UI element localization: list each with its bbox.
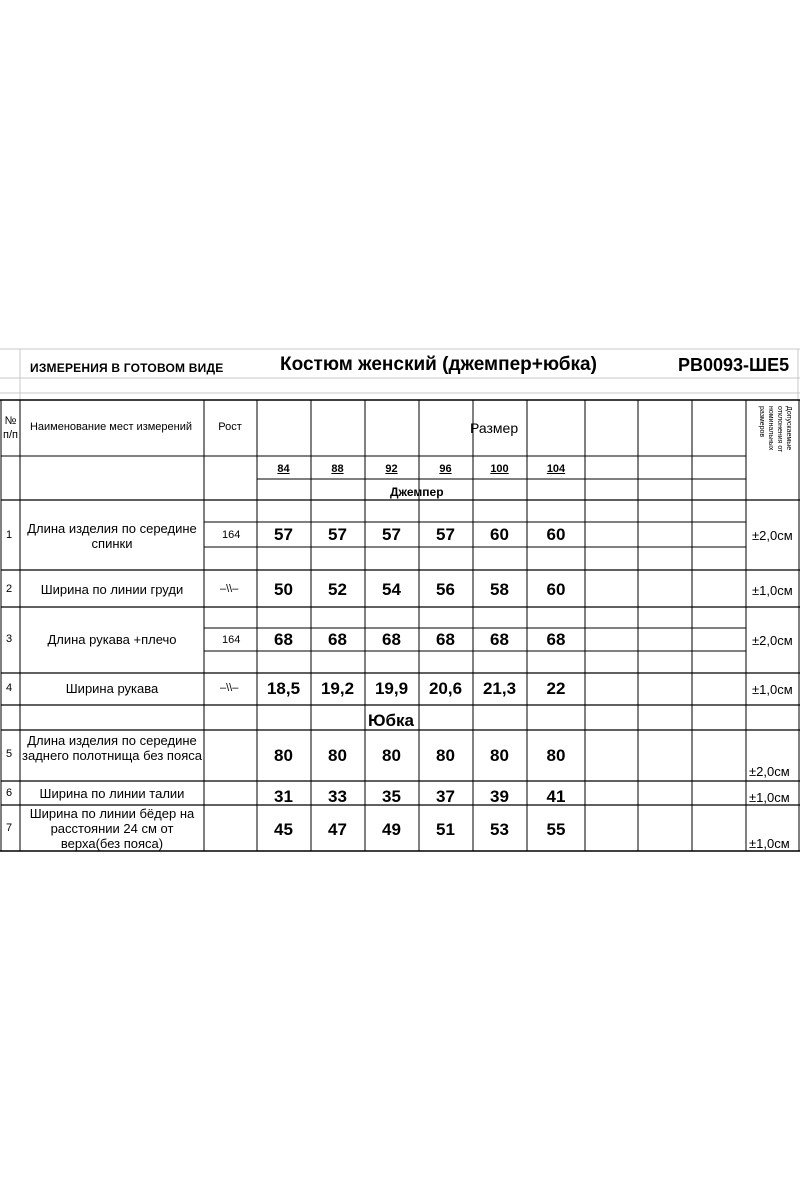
value-cell: 80 — [546, 746, 566, 765]
value-cell: 68 — [490, 630, 509, 649]
value-cell: 39 — [490, 787, 509, 806]
row-name: Длина изделия по середине заднего полотнища без пояса — [22, 733, 202, 763]
value-cell: 21,3 — [482, 679, 517, 698]
row-number: 4 — [6, 682, 13, 694]
size-header: 92 — [385, 463, 398, 475]
section-jumper: Джемпер — [390, 485, 444, 499]
value-cell: 19,9 — [374, 679, 409, 698]
value-cell: 33 — [328, 787, 347, 806]
value-cell: 20,6 — [428, 679, 463, 698]
tolerance-cell: ±2,0см — [752, 528, 793, 543]
value-cell: 60 — [490, 525, 509, 544]
row-height: –\\– — [220, 583, 239, 595]
value-cell: 80 — [490, 746, 509, 765]
article-code: РВ0093-ШЕ5 — [678, 355, 790, 375]
row-number: 1 — [6, 529, 13, 541]
size-header: 84 — [277, 463, 290, 475]
value-cell: 57 — [382, 525, 401, 544]
value-cell: 68 — [382, 630, 401, 649]
header-left-label: ИЗМЕРЕНИЯ В ГОТОВОМ ВИДЕ — [30, 361, 224, 375]
row-number: 3 — [6, 633, 13, 645]
row-number: 5 — [6, 748, 13, 760]
row-name: Длина изделия по середине спинки — [27, 521, 197, 551]
value-cell: 57 — [328, 525, 347, 544]
tolerance-line: Допускаемые — [785, 406, 792, 451]
row-name: Ширина по линии бёдер на расстоянии 24 см от верха(без пояса) — [29, 806, 195, 851]
tolerance-cell: ±1,0см — [752, 583, 793, 598]
value-cell: 37 — [436, 787, 455, 806]
size-header: 104 — [546, 463, 566, 475]
value-cell: 68 — [274, 630, 293, 649]
value-cell: 60 — [546, 525, 566, 544]
value-cell: 45 — [274, 820, 293, 839]
tolerance-line: отклонения от — [776, 406, 783, 453]
row-height: –\\– — [220, 682, 239, 694]
value-cell: 31 — [274, 787, 293, 806]
col-name-header: Наименование мест измерений — [29, 421, 193, 433]
row-number: 7 — [6, 822, 13, 834]
value-cell: 55 — [546, 820, 566, 839]
tolerance-cell: ±2,0см — [749, 764, 790, 779]
col-height-header: Рост — [218, 421, 242, 433]
value-cell: 68 — [328, 630, 347, 649]
row-name: Длина рукава +плечо — [47, 632, 177, 647]
value-cell: 68 — [546, 630, 566, 649]
row-name: Ширина по линии талии — [39, 786, 185, 801]
tolerance-cell: ±1,0см — [749, 836, 790, 851]
value-cell: 41 — [546, 787, 566, 806]
tolerance-cell: ±1,0см — [749, 790, 790, 805]
row-number: 2 — [6, 583, 13, 595]
value-cell: 57 — [436, 525, 455, 544]
value-cell: 47 — [328, 820, 347, 839]
value-cell: 80 — [328, 746, 347, 765]
tolerance-line: размеров — [758, 406, 765, 438]
value-cell: 80 — [274, 746, 293, 765]
row-name: Ширина рукава — [65, 681, 159, 696]
value-cell: 57 — [274, 525, 293, 544]
value-cell: 68 — [436, 630, 455, 649]
value-cell: 18,5 — [266, 679, 301, 698]
tolerance-cell: ±2,0см — [752, 633, 793, 648]
tolerance-cell: ±1,0см — [752, 682, 793, 697]
value-cell: 22 — [546, 679, 566, 698]
row-height: 164 — [222, 634, 241, 646]
value-cell: 53 — [490, 820, 509, 839]
size-header: 96 — [439, 463, 452, 475]
size-header: 88 — [331, 463, 344, 475]
value-cell: 50 — [274, 580, 293, 599]
value-cell: 35 — [382, 787, 401, 806]
value-cell: 19,2 — [320, 679, 355, 698]
col-num-header: № п/п — [3, 415, 18, 441]
document-title: Костюм женский (джемпер+юбка) — [280, 354, 597, 375]
row-height: 164 — [222, 529, 241, 541]
value-cell: 80 — [382, 746, 401, 765]
row-name: Ширина по линии груди — [40, 582, 184, 597]
value-cell: 60 — [546, 580, 566, 599]
col-size-header: Размер — [470, 420, 519, 436]
value-cell: 52 — [328, 580, 347, 599]
row-number: 6 — [6, 787, 13, 799]
value-cell: 49 — [382, 820, 401, 839]
section-skirt: Юбка — [368, 711, 414, 730]
tolerance-line: номинальных — [767, 406, 774, 451]
value-cell: 80 — [436, 746, 455, 765]
size-header: 100 — [490, 463, 509, 475]
value-cell: 56 — [436, 580, 455, 599]
value-cell: 54 — [382, 580, 401, 599]
value-cell: 51 — [436, 820, 455, 839]
value-cell: 58 — [490, 580, 509, 599]
